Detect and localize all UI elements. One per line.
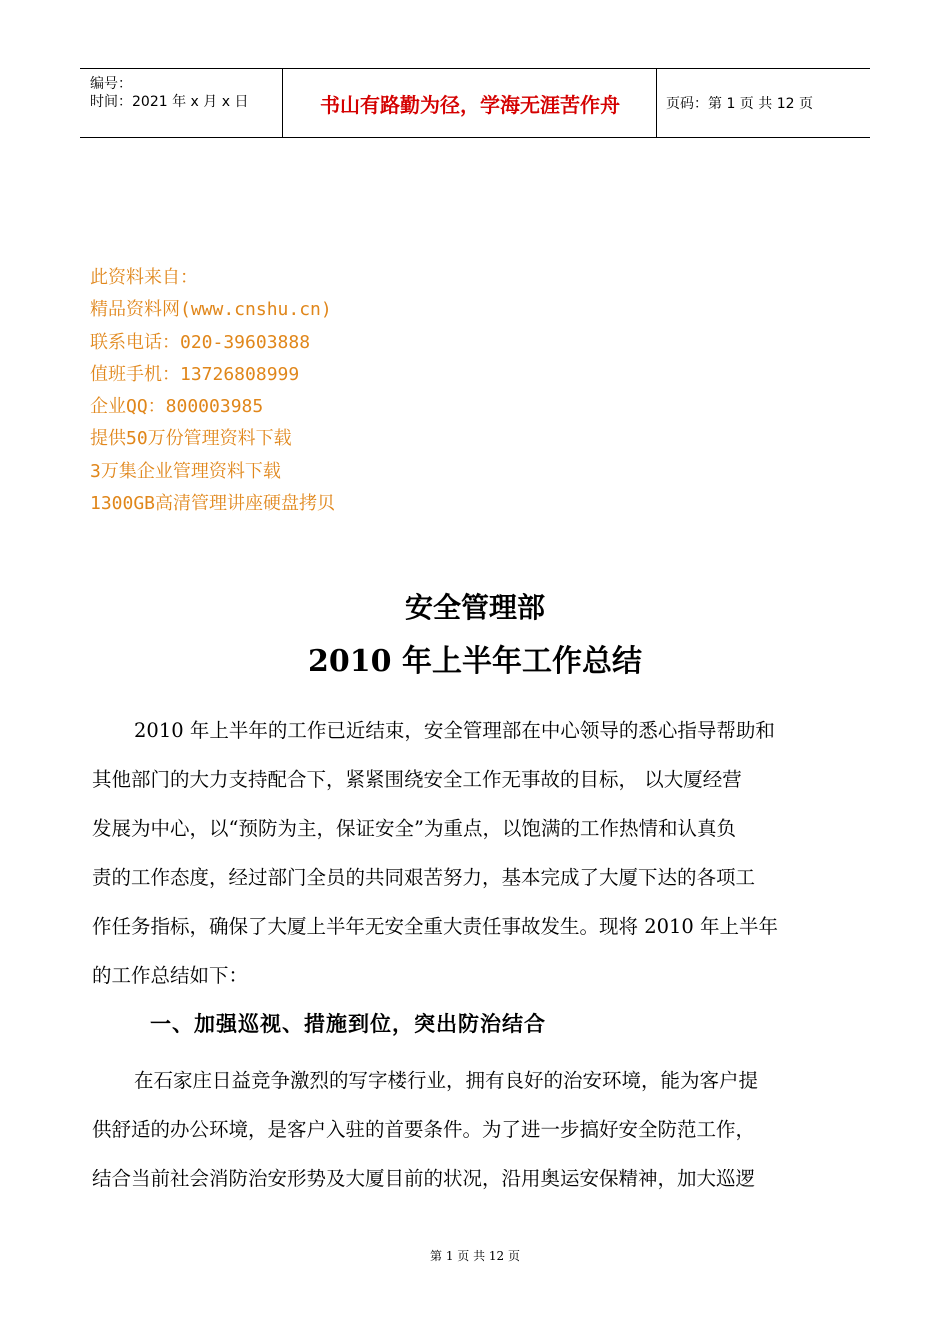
header-motto: 书山有路勤为径，学海无涯苦作舟: [320, 92, 620, 117]
source-phone-line: 联系电话：020-39603888: [90, 331, 311, 353]
paragraph-line: 2010 年上半年的工作已近结束，安全管理部在中心领导的悉心指导帮助和: [134, 719, 775, 742]
document-date-label: 时间：2021 年 x 月 x 日: [90, 94, 249, 110]
section-paragraph: [92, 1056, 860, 1203]
paragraph-line: 供舒适的办公环境，是客户入驻的首要条件。为了进一步搞好安全防范工作，: [92, 1118, 756, 1141]
header-divider: [656, 69, 657, 137]
paragraph-line: 发展为中心，以“预防为主，保证安全”为重点，以饱满的工作热情和认真负: [92, 817, 736, 840]
paragraph-line: 结合当前社会消防治安形势及大厦目前的状况，沿用奥运安保精神，加大巡逻: [92, 1167, 756, 1190]
source-mobile-line: 值班手机：13726808999: [90, 363, 300, 385]
source-qq-line: 企业QQ：800003985: [90, 396, 264, 418]
header-table: [80, 68, 870, 138]
header-page-info: 页码：第 1 页 共 12 页: [666, 96, 813, 112]
header-meta: [80, 69, 282, 137]
paragraph-line: 责的工作态度，经过部门全员的共同艰苦努力，基本完成了大厦下达的各项工: [92, 866, 756, 889]
source-line: 1300GB高清管理讲座硬盘拷贝: [90, 493, 336, 515]
section-heading: 一、加强巡视、措施到位，突出防治结合: [150, 1012, 546, 1036]
paragraph-line: 在石家庄日益竞争激烈的写字楼行业，拥有良好的治安环境，能为客户提: [134, 1069, 759, 1092]
header-divider: [282, 69, 283, 137]
document-subtitle: 2010 年上半年工作总结: [308, 644, 642, 679]
page-footer: 第 1 页 共 12 页: [430, 1249, 520, 1263]
source-website-line: 精品资料网(www.cnshu.cn): [90, 299, 332, 321]
source-line: 提供50万份管理资料下载: [90, 428, 292, 450]
source-line: 此资料来自：: [90, 267, 198, 288]
paragraph-line: 作任务指标，确保了大厦上半年无安全重大责任事故发生。现将 2010 年上半年: [92, 915, 779, 938]
document-title: 安全管理部: [404, 591, 545, 624]
intro-paragraph: [92, 706, 860, 1000]
paragraph-line: 其他部门的大力支持配合下，紧紧围绕安全工作无事故的目标， 以大厦经营: [92, 768, 742, 791]
paragraph-line: 的工作总结如下：: [92, 964, 249, 987]
document-number-label: 编号：: [90, 76, 132, 92]
source-line: 3万集企业管理资料下载: [90, 460, 281, 482]
source-info-block: [90, 262, 335, 520]
